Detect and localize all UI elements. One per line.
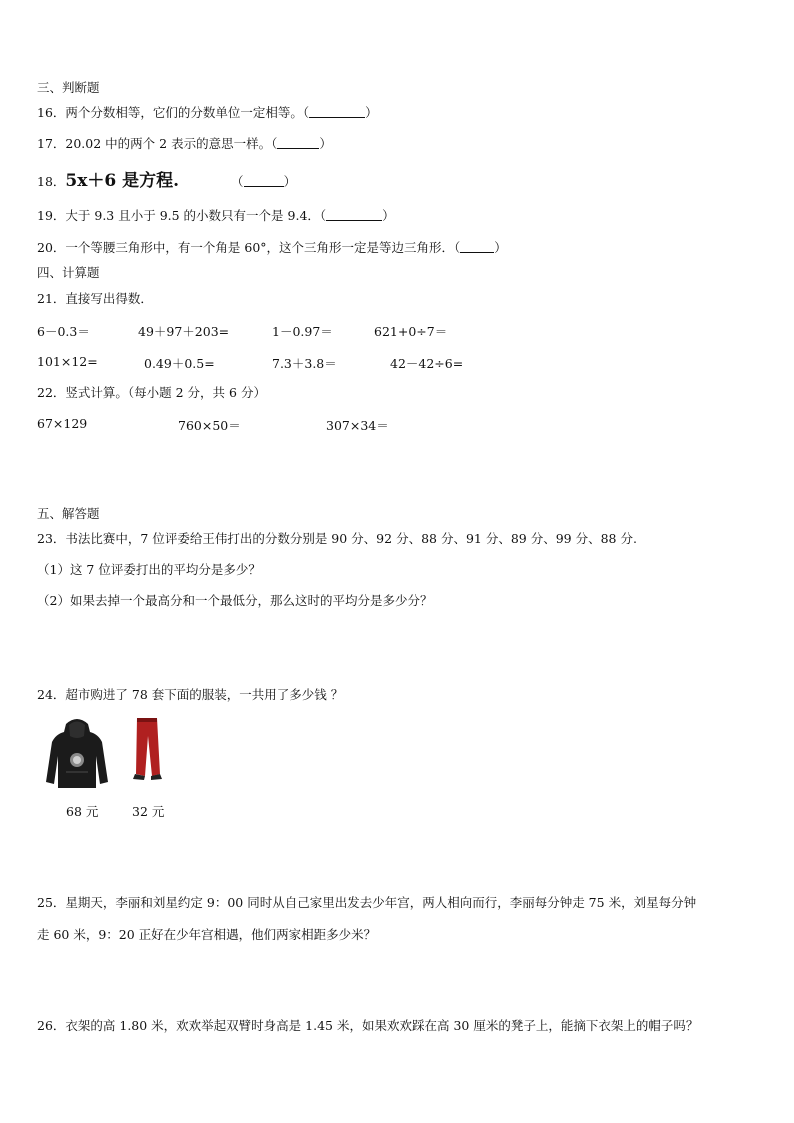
- calc-item: 0.49＋0.5=: [144, 356, 215, 371]
- question-20-text: 20．一个等腰三角形中，有一个角是 60°，这个三角形一定是等边三角形．（: [37, 240, 461, 255]
- section-judge-heading: 三、判断题: [37, 80, 100, 95]
- answer-blank-18[interactable]: [244, 174, 284, 187]
- calc-item: 7.3＋3.8＝: [272, 356, 337, 371]
- section-solve-heading: 五、解答题: [37, 506, 100, 521]
- question-18-number: 18．: [37, 174, 66, 189]
- question-25-line-2: 走 60 米，9：20 正好在少年宫相遇，他们两家相距多少米？: [37, 927, 377, 942]
- answer-blank-20[interactable]: [460, 240, 494, 253]
- section-calc-heading: 四、计算题: [37, 265, 100, 280]
- price-pants: 32 元: [132, 804, 165, 819]
- question-21-title: 21．直接写出得数．: [37, 291, 153, 306]
- calc-item: 101×12=: [37, 354, 98, 369]
- calc-item: 49＋97＋203=: [138, 324, 230, 339]
- question-17: [37, 136, 332, 152]
- question-18-open: （: [231, 174, 244, 189]
- question-16: [37, 105, 378, 121]
- question-23-sub-2: （2）如果去掉一个最高分和一个最低分，那么这时的平均分是多少分？: [37, 593, 433, 608]
- answer-blank-19[interactable]: [326, 208, 382, 221]
- answer-blank-17[interactable]: [277, 136, 319, 149]
- question-18-close: ）: [283, 174, 297, 189]
- question-26-text: 26．衣架的高 1.80 米，欢欢举起双臂时身高是 1.45 米，如果欢欢踩在高 30 厘米的凳子上，能摘下衣架上的帽子吗？: [37, 1018, 699, 1033]
- calc-item: 6－0.3＝: [37, 324, 90, 339]
- price-hoodie: 68 元: [66, 804, 99, 819]
- question-23-sub-1: （1）这 7 位评委打出的平均分是多少？: [37, 562, 261, 577]
- question-17-text: 17．20.02 中的两个 2 表示的意思一样。（: [37, 136, 278, 151]
- calc-item: 621+0÷7＝: [374, 324, 448, 339]
- question-20-close: ）: [494, 240, 507, 255]
- vertical-calc-item: 67×129: [37, 416, 88, 431]
- question-25-line-1: 25．星期天，李丽和刘星约定 9：00 同时从自己家里出发去少年宫，两人相向而行，李丽每分钟走 75 米，刘星每分钟: [37, 895, 697, 910]
- vertical-calc-item: 307×34＝: [326, 418, 389, 433]
- calc-item: 42－42÷6=: [390, 356, 464, 371]
- question-17-close: ）: [319, 136, 332, 151]
- vertical-calc-item: 760×50＝: [178, 418, 241, 433]
- calc-item: 1－0.97＝: [272, 324, 333, 339]
- question-23-text: 23．书法比赛中，7 位评委给王伟打出的分数分别是 90 分、92 分、88 分、91 分、89 分、99 分、88 分.: [37, 531, 637, 546]
- question-22-title: 22．竖式计算。（每小题 2 分，共 6 分）: [37, 385, 266, 400]
- question-16-close: ）: [365, 105, 378, 120]
- question-16-text: 16．两个分数相等，它们的分数单位一定相等。（: [37, 105, 310, 120]
- question-19-close: ）: [382, 208, 395, 223]
- question-18-expression: 5x＋6 是方程.: [65, 171, 180, 191]
- question-18: [37, 170, 296, 193]
- pants-icon: [130, 716, 164, 782]
- question-20: [37, 240, 507, 256]
- question-19: [37, 208, 395, 224]
- answer-blank-16[interactable]: [309, 105, 365, 118]
- hoodie-icon: [44, 716, 110, 790]
- question-24-text: 24．超市购进了 78 套下面的服装，一共用了多少钱 ？: [37, 687, 344, 702]
- question-19-text: 19．大于 9.3 且小于 9.5 的小数只有一个是 9.4．（: [37, 208, 327, 223]
